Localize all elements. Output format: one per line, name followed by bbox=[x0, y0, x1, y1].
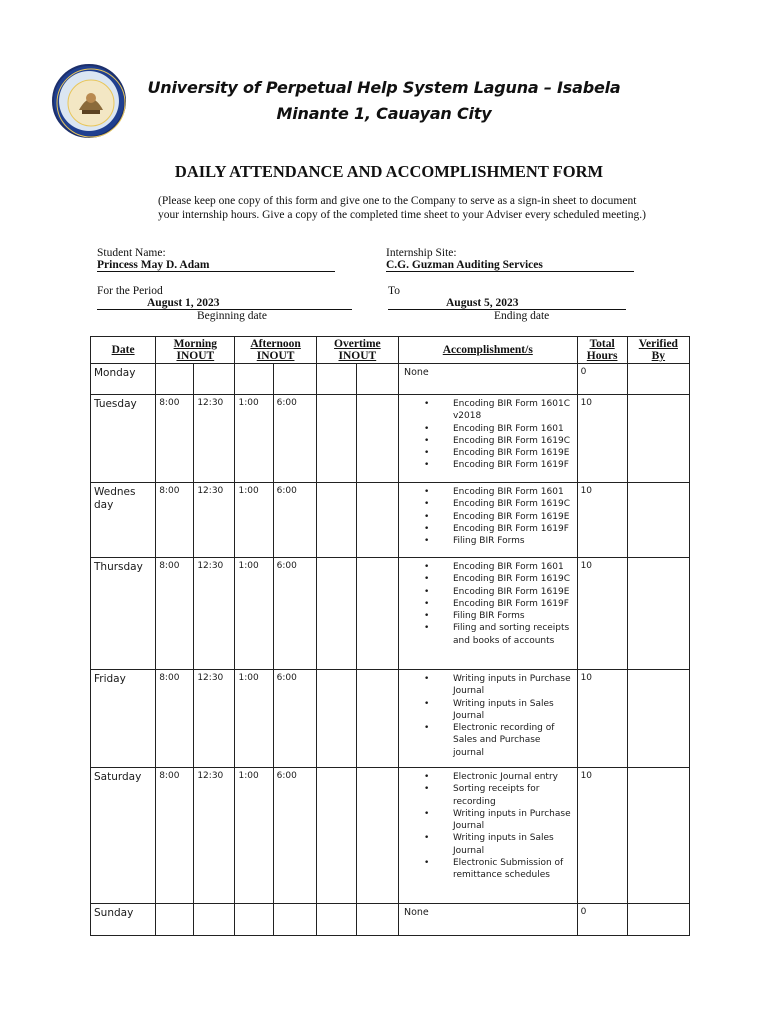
period-begin-caption: Beginning date bbox=[197, 310, 267, 322]
row-day: Thursday bbox=[91, 558, 156, 670]
morning-out: 12:30 bbox=[194, 558, 235, 670]
accomplishment-item: • Writing inputs in Purchase Journal bbox=[440, 673, 574, 698]
accomplishment-item: • Encoding BIR Form 1619C bbox=[440, 435, 574, 447]
overtime-in bbox=[316, 395, 356, 483]
accomplishment-item: • Electronic recording of Sales and Purchase journal bbox=[440, 722, 574, 759]
morning-out bbox=[194, 904, 235, 936]
row-day: Sunday bbox=[91, 904, 156, 936]
afternoon-in: 1:00 bbox=[235, 670, 273, 768]
total-hours: 10 bbox=[577, 558, 627, 670]
verified-by bbox=[627, 395, 689, 483]
verified-by bbox=[627, 768, 689, 904]
total-hours: 10 bbox=[577, 395, 627, 483]
afternoon-out bbox=[273, 904, 316, 936]
overtime-out bbox=[356, 558, 398, 670]
header-verified-by: Verified By bbox=[627, 337, 689, 364]
period-to-label: To bbox=[388, 285, 400, 297]
accomplishment-item: • Encoding BIR Form 1619F bbox=[440, 459, 574, 471]
total-hours: 10 bbox=[577, 768, 627, 904]
overtime-in bbox=[316, 768, 356, 904]
accomplishment-item: • Electronic Submission of remittance schedules bbox=[440, 857, 574, 882]
accomplishments-cell bbox=[398, 670, 577, 768]
form-instructions: (Please keep one copy of this form and give one to the Company to serve as a sign-in sheet to document your internship hours. Give a copy of the completed time sheet to your Adviser every scheduled meeting.) bbox=[158, 195, 646, 221]
header-overtime: Overtime INOUT bbox=[316, 337, 398, 364]
morning-out: 12:30 bbox=[194, 483, 235, 558]
university-address: Minante 1, Cauayan City bbox=[276, 104, 492, 123]
accomplishment-list bbox=[440, 561, 574, 647]
period-end-value: August 5, 2023 bbox=[388, 297, 626, 310]
overtime-out bbox=[356, 364, 398, 395]
accomplishments-cell bbox=[398, 364, 577, 395]
total-hours: 0 bbox=[577, 904, 627, 936]
student-name-label: Student Name: bbox=[97, 247, 166, 259]
internship-site-label: Internship Site: bbox=[386, 247, 457, 259]
form-title: DAILY ATTENDANCE AND ACCOMPLISHMENT FORM bbox=[174, 162, 604, 181]
table-header-row bbox=[91, 337, 690, 364]
table-row bbox=[91, 904, 690, 936]
accomplishment-item: • Encoding BIR Form 1619E bbox=[440, 447, 574, 459]
total-hours: 10 bbox=[577, 483, 627, 558]
accomplishment-item: • Encoding BIR Form 1601 bbox=[440, 486, 574, 498]
morning-in: 8:00 bbox=[156, 558, 194, 670]
row-day: Monday bbox=[91, 364, 156, 395]
overtime-in bbox=[316, 670, 356, 768]
table-row bbox=[91, 558, 690, 670]
accomplishment-item: • Writing inputs in Sales Journal bbox=[440, 832, 574, 857]
table-row bbox=[91, 395, 690, 483]
table-row bbox=[91, 364, 690, 395]
header-date: Date bbox=[91, 337, 156, 364]
header-total-hours: Total Hours bbox=[577, 337, 627, 364]
afternoon-in bbox=[235, 904, 273, 936]
accomplishment-item: • Encoding BIR Form 1619C bbox=[440, 573, 574, 585]
accomplishments-cell bbox=[398, 768, 577, 904]
accomplishment-item: • Encoding BIR Form 1619C bbox=[440, 498, 574, 510]
afternoon-in: 1:00 bbox=[235, 395, 273, 483]
verified-by bbox=[627, 483, 689, 558]
period-begin-value: August 1, 2023 bbox=[97, 297, 352, 310]
row-day: Saturday bbox=[91, 768, 156, 904]
accomplishment-item: • Encoding BIR Form 1619E bbox=[440, 511, 574, 523]
row-day: Wednes day bbox=[91, 483, 156, 558]
afternoon-out: 6:00 bbox=[273, 483, 316, 558]
row-day: Friday bbox=[91, 670, 156, 768]
table-row bbox=[91, 670, 690, 768]
morning-in bbox=[156, 364, 194, 395]
accomplishment-item: • Encoding BIR Form 1601 bbox=[440, 423, 574, 435]
verified-by bbox=[627, 670, 689, 768]
accomplishment-list bbox=[440, 673, 574, 759]
afternoon-in: 1:00 bbox=[235, 483, 273, 558]
morning-out: 12:30 bbox=[194, 670, 235, 768]
verified-by bbox=[627, 558, 689, 670]
accomplishment-item: • Sorting receipts for recording bbox=[440, 783, 574, 808]
overtime-in bbox=[316, 364, 356, 395]
accomplishments-cell bbox=[398, 558, 577, 670]
period-label: For the Period bbox=[97, 285, 163, 297]
accomplishment-item: • Writing inputs in Sales Journal bbox=[440, 698, 574, 723]
student-name-value: Princess May D. Adam bbox=[97, 259, 335, 272]
accomplishments-cell bbox=[398, 395, 577, 483]
attendance-body bbox=[91, 364, 690, 936]
period-end-caption: Ending date bbox=[494, 310, 550, 322]
afternoon-out: 6:00 bbox=[273, 670, 316, 768]
attendance-table bbox=[90, 336, 690, 936]
university-name: University of Perpetual Help System Laguna – Isabela bbox=[147, 78, 621, 97]
header-accomplishments: Accomplishment/s bbox=[398, 337, 577, 364]
internship-site-value: C.G. Guzman Auditing Services bbox=[386, 259, 634, 272]
verified-by bbox=[627, 364, 689, 395]
accomplishment-none: None bbox=[403, 367, 429, 378]
overtime-out bbox=[356, 483, 398, 558]
row-day: Tuesday bbox=[91, 395, 156, 483]
overtime-in bbox=[316, 558, 356, 670]
header-afternoon: Afternoon INOUT bbox=[235, 337, 316, 364]
accomplishment-item: • Writing inputs in Purchase Journal bbox=[440, 808, 574, 833]
table-row bbox=[91, 483, 690, 558]
total-hours: 0 bbox=[577, 364, 627, 395]
header-morning: Morning INOUT bbox=[156, 337, 235, 364]
morning-in: 8:00 bbox=[156, 483, 194, 558]
accomplishment-list bbox=[440, 398, 574, 472]
morning-in: 8:00 bbox=[156, 670, 194, 768]
university-seal-logo bbox=[52, 64, 126, 138]
verified-by bbox=[627, 904, 689, 936]
afternoon-out: 6:00 bbox=[273, 558, 316, 670]
accomplishment-none: None bbox=[403, 907, 429, 918]
afternoon-out bbox=[273, 364, 316, 395]
overtime-in bbox=[316, 483, 356, 558]
accomplishments-cell bbox=[398, 483, 577, 558]
morning-out bbox=[194, 364, 235, 395]
accomplishment-item: • Encoding BIR Form 1601 bbox=[440, 561, 574, 573]
overtime-out bbox=[356, 768, 398, 904]
morning-in bbox=[156, 904, 194, 936]
accomplishment-item: • Filing BIR Forms bbox=[440, 535, 574, 547]
accomplishment-list bbox=[440, 486, 574, 547]
morning-out: 12:30 bbox=[194, 395, 235, 483]
accomplishment-item: • Encoding BIR Form 1619F bbox=[440, 523, 574, 535]
overtime-out bbox=[356, 395, 398, 483]
accomplishment-item: • Encoding BIR Form 1619F bbox=[440, 598, 574, 610]
table-row bbox=[91, 768, 690, 904]
morning-in: 8:00 bbox=[156, 395, 194, 483]
afternoon-out: 6:00 bbox=[273, 395, 316, 483]
morning-in: 8:00 bbox=[156, 768, 194, 904]
afternoon-out: 6:00 bbox=[273, 768, 316, 904]
morning-out: 12:30 bbox=[194, 768, 235, 904]
accomplishment-list bbox=[440, 771, 574, 882]
accomplishment-item: • Filing BIR Forms bbox=[440, 610, 574, 622]
afternoon-in: 1:00 bbox=[235, 558, 273, 670]
accomplishment-item: • Electronic Journal entry bbox=[440, 771, 574, 783]
overtime-out bbox=[356, 904, 398, 936]
accomplishments-cell bbox=[398, 904, 577, 936]
accomplishment-item: • Filing and sorting receipts and books of accounts bbox=[440, 622, 574, 647]
overtime-in bbox=[316, 904, 356, 936]
afternoon-in bbox=[235, 364, 273, 395]
accomplishment-item: • Encoding BIR Form 1601C v2018 bbox=[440, 398, 574, 423]
accomplishment-item: • Encoding BIR Form 1619E bbox=[440, 586, 574, 598]
overtime-out bbox=[356, 670, 398, 768]
total-hours: 10 bbox=[577, 670, 627, 768]
afternoon-in: 1:00 bbox=[235, 768, 273, 904]
